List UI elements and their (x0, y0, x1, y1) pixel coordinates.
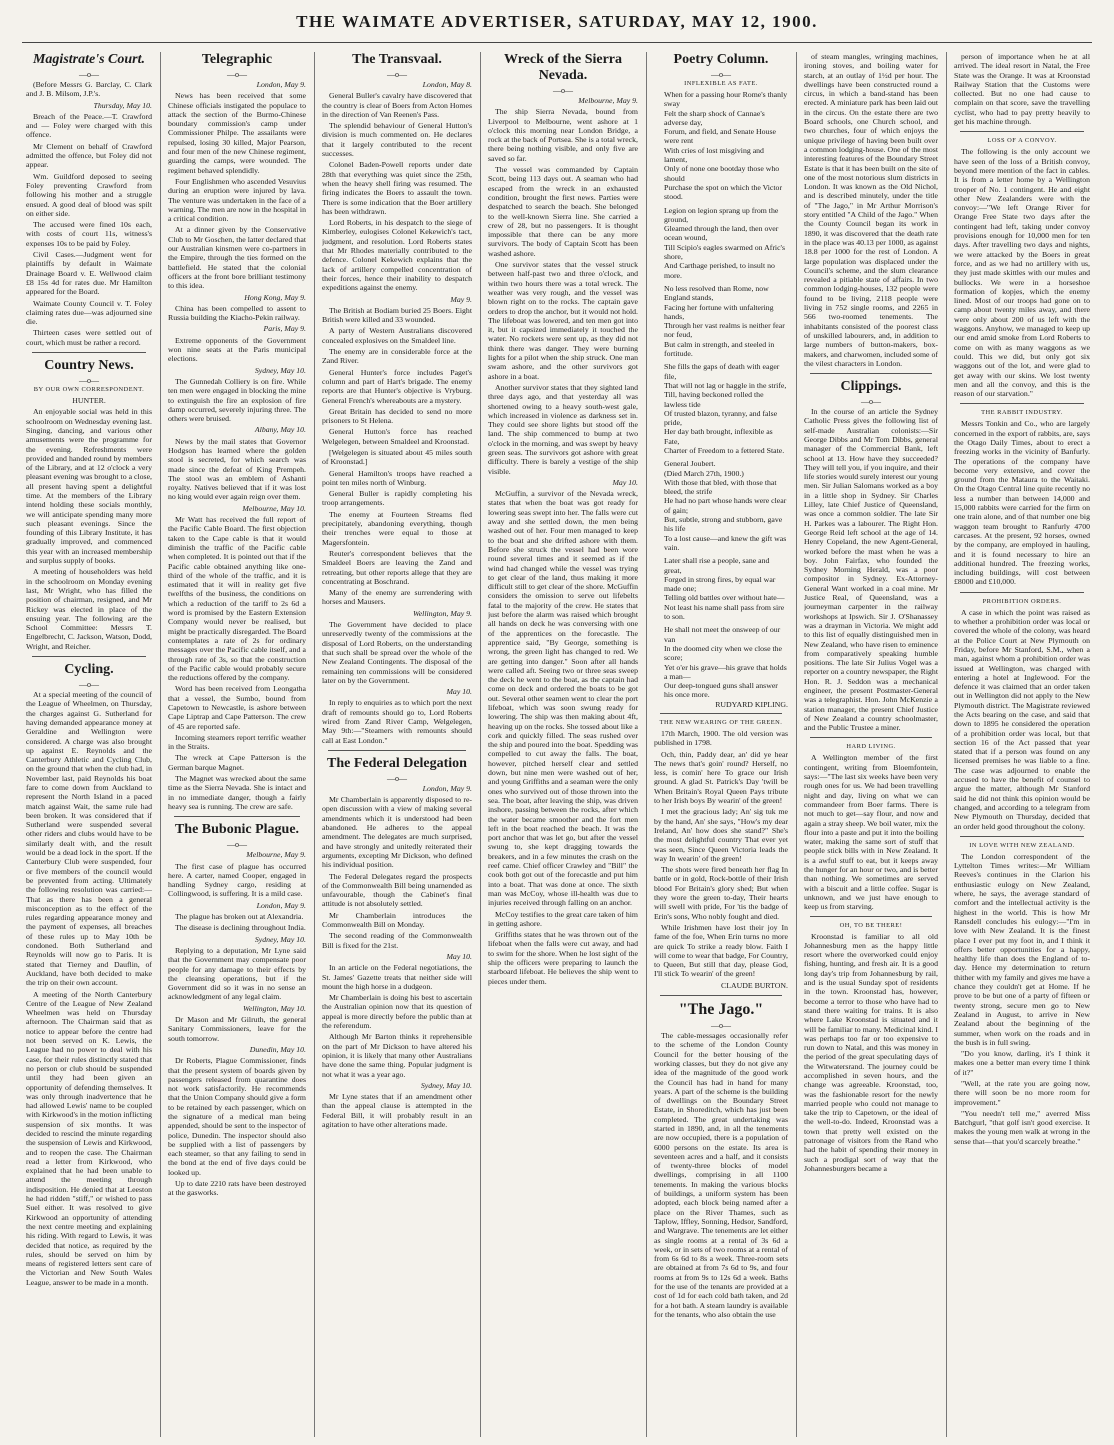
article (954, 409, 1090, 586)
article-paragraph: The first case of plague has occurred here. A carter, named Cooper, engaged in handling Sydney cargo, residing at Collingwood, is suffering. It is a mild case. (168, 861, 306, 899)
article-subheading: LOSS OF A CONVOY. (987, 137, 1057, 145)
article-paragraph: Lord Roberts, in his despatch to the siege of Kimberley, eulogises Colonel Kekewich's tact, judgment, and resolution. Lord Roberts states that Mr Rhodes materially contributed to the defence. Colonel Kekewich explains that the lack of artillery compelled concentration of their forces, hence their inability to despatch expeditions against the enemy. (322, 218, 472, 293)
headline-rule: —o— (711, 1021, 731, 1031)
article-paragraph: Kroonstad is familiar to all old Johannesburg men as the happy little resort where the overworked could enjoy fishing, hunting, and fresh air. It is a good long day's trip from Johannesburg by rail, and is the usual Sunday spot of residents in the town. Kroonstad has, however, become a terror to those who have had to stand there waiting for trains. It is also where Lake Kroonstad is situated and it will be familiar to many. Medicinal kind. I was perhaps too far or too expensive to run down to Natal, and this was money in the period of the great speculating days of the Witwatersrand. The journey could be accomplished in seven hours, and the change was agreeable. Kroonstad, too, was the fashionable resort for the newly married people who could not manage to take the trip to Capetown, or the ideal of the well-to-do. Indeed, Kroonstad was a town that pretty well existed on the patronage of visitors from the Rand who had the habit of spending their money in such a prodigal sort of way that the Johannesburgers became a (804, 931, 938, 1173)
article-paragraph: In the course of an article the Sydney Catholic Press gives the following list of self-made Australian colonists:—Sir George Dibbs and Mr Tom Dibbs, general manager of the Commercial Bank, left school at 13. How have they succeeded? They will tell you, if you inquire, and their life stories would surely interest our young men. Sir Julian Salomans worked as a boy in a little shop in Sydney. Sir Charles Lilley, late Chief Justice of Queensland, was once a common soldier. The late Sir H. Parkes was a labourer. The Right Hon. George Reid left school at the age of 14. Henry Copeland, the new Agent-General, worked before the mast when he was a boy. John Fairfax, who founded the Sydney Morning Herald, was a poor compositor in Sydney. Ex-Attorney-General Want worked in a coal mine. Mr Justice Real, of Queensland, was a journeyman carpenter in the railway workshops at Ipswich. Sir J. O'Shanassey was a drayman in Victoria. We might add to this list of equally distinguished men in New Zealand, who have risen to eminence from comparatively speaking humble positions. The late Sir Julius Vogel was a reporter on a country newspaper, the Right Hon. R. J. Seddon was a mechanical engineer, the present Postmaster-General was a telegraphist. Hon. John McKenzie a station manager, the present Chief Justice of New Zealand a country schoolmaster, and the Public Trustee a miner. (804, 407, 938, 733)
column-6 (804, 52, 938, 1437)
poem-line: With cries of lost misgiving and lament, (664, 145, 764, 165)
article-paragraph: 17th March, 1900. The old version was published in 1798. (654, 729, 788, 748)
section-divider (660, 713, 782, 714)
article-paragraph: The plague has broken out at Alexandria. (175, 912, 304, 922)
article-paragraph: Dr Roberts, Plague Commissioner, finds that the present system of boards given by passengers released from quarantine does not work satisfactorily. He recommends that the Union Company should give a form to be retained by each passenger, which on the signature of a medical man being appended, should be sent to the inspector of police, Dunedin. The inspector should also be supplied with a list of passengers by each steamer, so that any failing to send in the bond at the end of five days could be looked up. (168, 1056, 306, 1177)
article-paragraph: The British at Bodiam buried 25 Boers. Eight British were killed and 33 wounded. (322, 305, 472, 325)
article-paragraph: General Buller's cavalry have discovered that the country is clear of Boers from Acton Homes in the direction of Van Reenen's Pass. (322, 91, 472, 119)
poem-line: Of trusted blazon, tyranny, and false pride, (664, 408, 778, 428)
article-paragraph: "Do you know, darling, it's I think it makes one a better man every time I think of it?" (954, 1049, 1090, 1077)
poem-line: And Carthage perished, to insult no more. (664, 261, 775, 280)
article-paragraph: "You needn't tell me," averred Miss Batchgurl, "that golf isn't good exercise. It makes the young men walk at wrong in the sense that—that you'd scarcely breathe." (954, 1108, 1090, 1146)
article-paragraph: "Well, at the rate you are going now, there will soon be no more room for improvement." (954, 1078, 1090, 1107)
article-paragraph: Och, thin, Paddy dear, an' did ye hear The news that's goin' round? Herself, no less, is comin' here To grace our Irish ground. A glad St. Patrick's Day 'twill be When Britain's Royal Queen Pays tribute to her Irish boys By wearin' of the green! (654, 749, 788, 806)
article-paragraph: Mr Lyne states that if an amendment other than the appeal clause is attempted in the Federal Bill, it will probably result in an agitation to have other alterations made. (322, 1092, 472, 1129)
column-divider (796, 52, 797, 1437)
article-paragraph: Four Englishmen who ascended Vesuvius during an eruption were injured by lava. The venture was undertaken in the face of a warning. The men are now in the hospital in a critical condition. (168, 176, 306, 224)
article-paragraph: Extreme opponents of the Government won nine seats at the Paris municipal elections. (168, 335, 306, 364)
article-paragraph: China has been compelled to assent to Russia building the Kiacho-Pekin railway. (168, 303, 306, 323)
poem-line: When for a passing hour Rome's thanly sway (664, 90, 788, 109)
article-paragraph: McCoy testifies to the great care taken of him in getting ashore. (488, 909, 638, 928)
article-paragraph: Thursday, May 10. (93, 100, 152, 110)
article (654, 1001, 788, 1319)
poem-line: No less resolved than Rome, now England stands, (664, 283, 769, 303)
column-3 (322, 52, 472, 1437)
article-headline: Magistrate's Court. (32, 52, 146, 67)
poem-line: Till, having beckoned rolled the lawless tide (664, 390, 764, 409)
article-paragraph: I met the gracious lady; An' sig tuk me by the hand, An' she says, "How's my dear Ireland, An' how does she stand?" She's the most delightful country That ever yet was seen, Since Queen Victoria leads the way In wearin' of the green! (654, 807, 788, 863)
article-paragraph: General Hamilton's troops have reached a point ten miles north of Winburg. (322, 468, 472, 487)
poem-line: Through her vast realms is neither fear nor feud, (664, 321, 785, 340)
poem-line: Till Scipio's eagles swarmed on Afric's shore, (664, 242, 785, 262)
article-paragraph: Waimate County Council v. T. Foley claiming rates due—was adjourned sine die. (26, 298, 152, 327)
article (26, 52, 152, 347)
poem-line: General Joubert. (664, 459, 716, 469)
article-paragraph: A Wellington member of the first contingent, writing from Bloemfontein, says:—"The last six weeks have been very rough ones for us. We had been travelling night and day, living on what we can commandeer from Boer farms. There is not much to get—say flour, and now and again a stray sheep. We boil water, mix the flour into a paste and put it into the boiling water, making the same sort of stuff that people stick bills with in New Zealand. It is a awful stuff to eat, but it keeps away the hunger for an hour or two, and is better than nothing. We sometimes are served with a biscuit and a little coffee. Sugar is unknown, and we just have enough to keep us from starving. (804, 753, 938, 912)
article-paragraph: Melbourne, May 10. (242, 503, 306, 513)
article-paragraph: General Hunter's force includes Paget's column and part of Hart's brigade. The enemy reports are that Hunter's objective is Vryburg. General French's whereabouts are a mystery. (322, 367, 472, 405)
article-headline: Telegraphic (201, 52, 273, 67)
article-paragraph: [Welgelegen is situated about 45 miles south of Kroonstad.] (322, 447, 472, 467)
article-headline: Cycling. (64, 662, 114, 678)
article-divider (960, 131, 1084, 132)
poem-line: Gleamed through the land, then over ocean wound, (664, 224, 779, 243)
article-paragraph: London, May 8. (422, 80, 472, 89)
article (954, 137, 1090, 398)
article-paragraph: Reuter's correspondent believes that the Smaldeel Boers are leaving the Zand and retreating, but other reports allege that they are concentrating at Boschrand. (322, 548, 472, 586)
column-7 (954, 52, 1090, 1437)
poem-line: Charter of Freedom to a fettered State. (664, 445, 785, 455)
article (654, 52, 788, 990)
article-paragraph: person of importance when he at all arrived. The ideal resort in Natal, the Free State was the Orange. It was at Kroonstad Railway Station that the Customs were collected. But no one had cause to complain on that score, save the travelling cyclist, who had to pay pretty heavily to get his machine through. (954, 52, 1090, 127)
article-paragraph: The second reading of the Commonwealth Bill is fixed for the 21st. (322, 931, 472, 950)
article-paragraph: Wm. Guildford deposed to seeing Foley preventing Crawford from following his mother and a struggle ensued. A good deal of blood was spilt on either side. (26, 171, 152, 218)
poem-line: Telling old battles over without hate— (664, 593, 785, 603)
article-paragraph: May 10. (612, 477, 638, 487)
article-subheading: THE RABBIT INDUSTRY. (981, 409, 1063, 417)
newspaper-masthead-title: THE WAIMATE ADVERTISER, SATURDAY, MAY 12, 1900. (296, 12, 818, 31)
article-paragraph: Hong Kong, May 9. (244, 292, 306, 302)
column-2 (168, 52, 306, 1437)
article-paragraph: of steam mangles, wringing machines, ironing stoves, and boiling water for starch, at an outlay of 1½d per hour. The dwellings have been constructed round a circus, in which a band-stand has been erected. A miniature park has been laid out in the circus. On the estate there are two Board schools, one Church school, and two churches, four of which enjoys the unique privilege of having been built over a common lodging-house. One of the most interesting features of the Boundary Street Estate is that it has been built on the site of one of the most notorious slum districts in London. It was known as the Old Nichol, and is described minutely, under the title of "The Jago," in Mr Arthur Morrison's story entitled "A Child of the Jago." When the County Council began its work in 1890, it was discovered that the death rate in the place was 40.13 per 1000, as against 18.8 per 1000 for the rest of London. A large population was displaced under the Council's scheme, and the slum clearance revealed a pitiable state of affairs. In two common lodging-houses, 132 people were found to be living, 2118 people were living in 752 single rooms, and 2265 in 566 two-roomed tenements. The inhabitants consisted of the poorest class of unskilled labourers, and, in addition to large numbers of button-makers, box-makers, and charwomen, included some of the vilest characters in London. (804, 52, 938, 368)
article-paragraph: The Government have decided to place unreservedly twenty of the commissions at the disposal of Lord Roberts, on the understanding that such shall be spread over the whole of the New Zealand Contingents. The disposal of the remaining ten commissions will be considered later on by the Government. (322, 620, 472, 685)
article-paragraph: The London correspondent of the Lyttelton Times writes:—Mr William Reeves's continues in the Clarion his enthusiastic eulogy on New Zealand, where, he says, the average standard of comfort and the intellectual activity is the highest in the world. This is how Mr Ransdell concludes his eulogy:—"I'm in love with New Zealand. It is the finest place I ever put my foot in, and I think it offers better opportunities for a happy, healthy life than does the England of to-day. Hence my determination to return thither with my family and gives me have a chance they couldn't get at Home. If he prove to be but one of a party of fifteen or twenty strong, secure men go to New Zealand in August, to arrive in New Zealand about the beginning of the summer, when work on the roads and in the bush is in full swing. (954, 851, 1090, 1047)
article-paragraph: (Before Messrs G. Barclay, C. Clark and J. B. Milsom, J.P.'s. (26, 80, 152, 99)
article-paragraph: HUNTER. (72, 396, 106, 406)
article-divider (174, 816, 300, 817)
article-paragraph: Albany, May 10. (254, 425, 306, 435)
article-paragraph: Mr Watt has received the full report of the Pacific Cable Board. The first objection taken to the Cape cable is that it would diminish the traffic of the Pacific cable when completed. It is pointed out that if the Pacific cable obtained anything like one-third of the whole of the traffic, and it is estimated that it will in reality get five twelfths of the business, the conditions on which a reduction of the tariff to 2s 6d a word is promised by the Eastern Extension Company would never be realised, but might be practically disregarded. The Board contemplates a rate of 2s for ordinary messages over the Pacific cable itself, and a through rate of 3s, so that the construction of the Pacific cable would probably secure the reductions offered by the company. (168, 515, 306, 683)
poem-line: (Died March 27th, 1900.) (664, 468, 744, 478)
article-headline: Wreck of the Sierra Nevada. (503, 52, 623, 83)
article-paragraph: General Buller is rapidly completing his troop arrangements. (322, 489, 472, 508)
article (954, 598, 1090, 831)
article-paragraph: The wreck at Cape Patterson is the German barque Magnet. (168, 753, 306, 772)
article-paragraph: The Federal Delegates regard the prospects of the Commonwealth Bill being unamended as unfavourable, though the Cabinet's final attitude is not absolutely settled. (322, 871, 472, 909)
article-paragraph: News has been received that some Chinese officials instigated the populace to attack the section of the Burmo-Chinese boundary commission's camp under Commissioner Philpe. The assailants were repulsed, losing 30 killed, Major Pearson, and four men of the new Chinese regiment, guarding the camps, were wounded. The regiment behaved splendidly. (168, 91, 306, 175)
article-paragraph: Dunedin, May 10. (249, 1044, 306, 1054)
article (168, 822, 306, 1197)
article-paragraph: Mr Clement on behalf of Crawford admitted the offence, but Foley did not appear. (26, 141, 152, 170)
article (954, 842, 1090, 1146)
poem-line: In the doomed city when we close the score; (664, 643, 783, 663)
article-headline: The Federal Delegation (327, 755, 467, 771)
poem-line: Felt the sharp shock of Cannae's adverse day, (664, 108, 765, 127)
article-paragraph: Mr Chamberlain is doing his best to ascertain the Australian opinion now that its question of appeal is more directly before the public than at the referendum. (322, 993, 472, 1031)
article (322, 756, 472, 1129)
article-divider (960, 403, 1084, 404)
headline-rule: —o— (79, 680, 99, 690)
article-paragraph: Thirteen cases were settled out of court, which must be rather a record. (26, 328, 152, 347)
article-divider (328, 750, 466, 751)
article-paragraph: Messrs Tonkin and Co., who are largely concerned in the export of rabbits, are, says the Otago Daily Times, about to erect a freezing works in the vicinity of Banfurly. The operations of the company have become very extensive, and cover the ground from the Mataura to the Waitaki. On the Otago Central line quite recently no less a number than between 14,000 and 15,000 rabbits were carried for the firm on one train alone, and of that number one big waggon team brought to Ranfurly 4700 carcases. At the present, 92 horses, owned by the company, are employed in hauling, and it is found necessary to hire an additional hundred. The freezing works, including buildings, will cost between £8000 and £10,000. (954, 419, 1090, 587)
article-paragraph: Wellington, May 10. (243, 1003, 306, 1013)
article-subheading: INFLEXIBLE AS FATE. (684, 80, 758, 87)
headline-rule: —o— (861, 397, 881, 407)
article-divider (810, 373, 932, 374)
column-divider (946, 52, 947, 1437)
poem-line: Legion on legion sprang up from the ground, (664, 205, 779, 224)
article (26, 358, 152, 651)
article-headline: Clippings. (840, 379, 902, 395)
article-paragraph: Melbourne, May 9. (246, 850, 306, 860)
headline-rule: —o— (79, 70, 99, 79)
article (804, 379, 938, 732)
article-paragraph: Breach of the Peace.—T. Crawford and — Foley were charged with this offence. (26, 111, 152, 140)
article-paragraph: Colonel Baden-Powell reports under date 28th that everything was quiet since the 25th, when the heavy shell firing was resumed. The firing indicates the Boers to assault the town. There is some indication that the Boer artillery has been withdrawn. (322, 160, 472, 216)
poem-line: Not least his name shall pass from sire to son. (664, 602, 785, 622)
article-paragraph: Up to date 2210 rats have been destroyed at the gasworks. (168, 1179, 306, 1198)
poem-line: She fills the gaps of death with eager file, (664, 362, 780, 381)
article-paragraph: Melbourne, May 9. (578, 96, 638, 105)
poem-line: Yet o'er his grave—his grave that holds a man— (664, 662, 787, 681)
article-paragraph: At a dinner given by the Conservative Club to Mr Goschen, the latter declared that our Australian kinsmen were co-partners in the Empire, through the ties formed on the battlefield. He stated that the colonial officers at the front bore brilliant testimony to this idea. (168, 225, 306, 291)
article-subheading: OH, TO BE THERE! (839, 921, 903, 929)
article-subheading: IN LOVE WITH NEW ZEALAND. (969, 841, 1075, 849)
article-paragraph: An enjoyable social was held in this schoolroom on Wednesday evening last. Singing, dancing, and various other amusements were the programme for the evening. Refreshments were provided and handed round by members of the Library, and at 12 o'clock a very pleasant evening was brought to a close, all present having spent a delightful time. At the members of the Library intend holding these socials monthly, we will anticipate spending many more such pleasant evenings. Since the founding of this Library Institute, it has gradually improved, and commenced this year with an increased membership and surplus supply of books. (26, 407, 152, 566)
poem-line: Forum, and field, and Senate House were rent (664, 127, 776, 146)
article-paragraph: The cable-messages occasionally refer to the scheme of the London County Council for the better housing of the working classes, but they do not give any idea of the magnitude of the good work the Council has had in hand for many years. A part of the scheme is the building of dwellings on the Boundary Street Estate, in Shoreditch, which has just been completed. The great undertaking was started in 1890, and, in all the tenements are now occupied, there is a population of 6000 persons on the estate. Its area is seventeen acres and a half, and it consists of twenty-three blocks of model dwellings, comprising in all 1100 tenements. In making the various blocks of buildings, a uniform system has been adopted, each block being named after a place on the River Thames, such as Taplow, Iffley, Sonning, Hedsor, Sandford, and Wargrave. The tenements are let either as single rooms at a rental of 3s 6d a week, or in sets of two rooms at a rental of from 6s 6d to 8s a week. Three-room sets are obtained at from 7s 6d to 9s, and four rooms at from 9s to 12s 6d a week. Baths for the use of the tenants are provided at a cost of 1d for each cold bath taken, and 2d for a hot bath. A steam laundry is available for the tenants, who also obtain the use (654, 1031, 788, 1319)
article-paragraph: Civil Cases.—Judgment went for plaintiffs by default in Waimate Drainage Board v. E. Wellwood claim £8 15s 4d for rates due. Mr Hamilton appeared for the Board. (26, 250, 152, 297)
article-divider (32, 656, 146, 657)
article-paragraph: The shots were fired beneath her flag In battle or in gold, Rock-bottle of their Irish blood For Britain's glory shed; But when they wore the green to-day, Their hearts will swell with pride, For 'tis the badge of Erin's sons, Who nobly fought and died. (654, 865, 788, 921)
poem-line: But, subtle, strong and stubborn, gave his life (664, 515, 783, 534)
article-paragraph: General Hutton's force has reached Welgelegen, between Smaldeel and Kroonstad. (322, 427, 472, 446)
column-5 (654, 52, 788, 1437)
article-paragraph: McGuffin, a survivor of the Nevada wreck, states that when the boat was got ready for lowering seas swept into her. The falls were cut away and she settled down, the men being washed out of her. Four men managed to keep to the boat and she drifted ashore with them. Before she struck the vessel had been wore round several times and it seemed as if the wind had changed while the vessel was trying to get clear of the land, thus making it more difficult still to get clear of the shore. McGuffin considers the omission to serve out lifebelts fatal to the majority of the crew. He states that just before the alarm was raised which brought all hands on deck he was conversing with one of the apprentices on the forecastle. The apprentice said, "By George, something is wrong, the green light has changed to red. We are getting into danger." Soon after all hands were called aft. Seeing two or three seas sweep the deck he went to the boat, as the captain had come on deck and ordered the boats to be got out. Several other seamen went to clear the port lifeboat, which was soon swung ready for lowering. The ship was then making about 4ft, heaving up on the rocks. She tossed about like a cork and quickly filled. The seas rushed over the ship and poured into the boat. Spedding was compelled to cut away the falls. The boat, however, pitched herself clear and settled down, but nine men were washed out of her, and young Griffiths and a seaman were the only ones who survived out of those thrown into the sea. The boat, after leaving the ship, was driven inshore, passing between the rocks, after which the water became smoother and the fort men left in the boat reached the beach. It was the port anchor that was let go, but after the vessel swung to, she kept dragging towards the breakers, and in a few minutes the crash on the reef came. Chief officer Crawley and "Bill" the cook both got out of the forecastle and put him into a boat. That was done at once. The sixth man was McCoy, whose ill-health was due to injuries received through falling on an anchor. (488, 489, 638, 908)
article-paragraph: Mr Chamberlain introduces the Commonwealth Bill on Monday. (322, 910, 472, 930)
article-headline: The Bubonic Plague. (174, 822, 300, 838)
article-divider (960, 836, 1084, 837)
article (26, 662, 152, 1287)
article-headline: Poetry Column. (673, 52, 769, 67)
poem-line: Later shall rise a people, sane and great, (664, 556, 770, 575)
article-paragraph: A party of Western Australians discovered concealed explosives on the Smaldeel line. (322, 326, 472, 345)
article-paragraph: The Magnet was wrecked about the same time as the Sierra Nevada. She is intact and in no immediate danger, though a fairly heavy sea is running. The crew are safe. (168, 774, 306, 811)
poem-line: He shall not meet the onsweep of our van (664, 625, 781, 644)
article-paragraph: A case in which the point was raised as to whether a prohibition order was local or covered the whole of the colony, was heard at the Police Court at New Plymouth on Friday, before Mr Stanford, S.M., when a man, against whom a prohibition order was issued at Wellington, was charged with entering a hotel at Inglewood. For the defence it was claimed that an order taken out in Wellington did not apply to the New Plymouth district. The Magistrate reviewed the Acts bearing on the case, and said that down to 1895 he considered the operation of a prohibition order was local, but that section 16 of the Act passed that year stated that if a person was found on any licensed premises he was liable to a fine. The case was adjourned to enable the accused to have the benefit of counsel to argue the matter, although Mr Stanford said he did not think this opinion would be changed, and according to a telegram from New Plymouth on Thursday, decided that an order held good throughout the colony. (954, 607, 1090, 831)
article-paragraph: Incoming steamers report terrific weather in the Straits. (168, 732, 306, 752)
article-headline: Country News. (44, 358, 134, 374)
article-paragraph: Sydney, May 10. (254, 365, 306, 375)
article (804, 743, 938, 1173)
article-paragraph: News by the mail states that Governor Hodgson has learned where the golden stool is secreted, for which search was made since the defeat of King Prempeh. The stool was an emblem of Ashanti royalty. Natives believed that if it was lost no king would ever again reign over them. (168, 436, 306, 502)
article (488, 52, 638, 986)
article-paragraph: The ship Sierra Nevada, bound from Liverpool to Melbourne, went ashore at 1 o'clock this morning near London Bridge, a rock at the back of Portsea. She is a total wreck, there being nothing visible, and only five are saved so far. (488, 107, 638, 163)
article-paragraph: The enemy at Fourteen Streams fled precipitately, abandoning everything, though their trenches were equal to those at Magersfontein. (322, 509, 472, 547)
column-1 (26, 52, 152, 1437)
column-4 (488, 52, 638, 1437)
article-subheading: PROHIBITION ORDERS. (982, 597, 1062, 605)
article-paragraph: At a special meeting of the council of the League of Wheelmen, on Thursday, the charges against G. Sutherland for having demanded appearance money at Geraldine and Wellington were considered. A charge was also brought up against E. Reynolds and the Canterbury Athletic and Cycling Club, on the ground that when the club had, in November last, paid Reynolds his boat fare to come down from Auckland to represent the North Island in a paced match against Wait, the same rule had been broken. It was considered that if Sutherland were suspended several other riders and clubs would have to be similarly dealt with, and the result would be a dead lock in the sport. If the Canterbury Club were suspended, four or five members of the council would be prevented from acting. Ultimately the following resolution was carried:— That as there has been a general misconception as to the effect of the rules regarding appearance money and the payment of expenses, all breaches of these rules up to May 10th be condoned. Both Sutherland and Reynolds will now go to Paris. It is stated that Tierney and Dauflin, of Auckland, have both decided to make the trip on their own account. (26, 690, 152, 988)
headline-rule: —o— (387, 70, 407, 79)
article-paragraph: The splendid behaviour of General Hutton's division is much commented on. He declares that it largely contributed to the recent successes. (322, 121, 472, 159)
column-divider (646, 52, 647, 1437)
article-subheading: BY OUR OWN CORRESPONDENT. (33, 386, 145, 394)
article-paragraph: CLAUDE BURTON. (721, 980, 788, 990)
headline-rule: —o— (227, 840, 247, 850)
article-paragraph: One survivor states that the vessel struck between half-past two and three o'clock, and within two hours there was a total wreck. The weather was very rough, and the vessel was blown right on to the rocks. The captain gave orders to drop the anchor, but it would not hold. The lifeboat was lowered, and ten men got into it, but it capsized immediately it touched the water. No rockets were sent up, as they did not think there was danger. They were burning lights for a pilot when the ship struck. One man swam ashore, and the other survivors got ashore in a boat. (488, 260, 638, 381)
poem-line: Only of none one bootday those who should (664, 164, 780, 183)
headline-rule: —o— (79, 376, 99, 386)
article (322, 52, 472, 745)
article-paragraph: Sydney, May 10. (420, 1080, 472, 1090)
headline-rule: —o— (227, 70, 247, 79)
poem-line: Her day bath brought, inflexible as Fate, (664, 427, 773, 446)
article-paragraph: Replying to a deputation, Mr Lyne said that the Government may compensate poor people for any damage to their effects by the cleansing operations, but if the Government did so it was in no sense an acknowledgment of any legal claim. (168, 945, 306, 1002)
article-paragraph: The accused were fined 10s each, with costs of court 11s, witness's expenses 10s to be paid by Foley. (26, 220, 152, 248)
headline-rule: —o— (711, 70, 731, 79)
article-paragraph: The vessel was commanded by Captain Scott, being 113 days out. A seaman who had escaped from the wreck in an exhausted condition, brought the first news. Parties were despatched to search the beach. She belonged to the well-known Sierra line. She carried a crew of 28, but no passengers. It is thought impossible that there can be any more survivors. The body of Captain Scott has been washed ashore. (488, 165, 638, 258)
poem-line: Purchase the spot on which the Victor stood. (664, 182, 783, 202)
article-paragraph: Wellington, May 9. (412, 608, 472, 618)
headline-rule: —o— (553, 86, 573, 95)
article-headline: The Transvaal. (352, 52, 442, 67)
article (168, 52, 306, 811)
article-paragraph: Mr Chamberlain is apparently disposed to re-open discussion with a view of making several amendments which it is understood had been abandoned. He adheres to the appeal amendment. The delegates are much surprised, and have strongly and unitedly reiterated their arguments, excepting Mr Dickson, who defined his individual position. (322, 795, 472, 870)
column-divider (160, 52, 161, 1437)
article-paragraph: Griffiths states that he was thrown out of the lifeboat when the falls were cut away, and had to swim for the shore. When he lost sight of the ship the officers were preparing to launch the starboard lifeboat. He believes the ship went to pieces under them. (488, 930, 638, 986)
article-paragraph: Word has been received from Leongatha that a vessel, the Sumbo, bound from Capetown to Newcastle, is ashore between Cape Liptrap and Cape Patterson. The crew of 45 are reported safe. (168, 684, 306, 731)
article-divider (960, 592, 1084, 593)
article-headline: "The Jago." (678, 1001, 764, 1019)
article-paragraph: A meeting of householders was held in the schoolroom on Monday evening last, Mr Wright, who has filled the position of chairman, resigned, and Mr Rickey was elected in place of the ensuing year. The following are the School Committee: Messrs T. Engelbrecht, C. Jackson, Watson, Dodd, Wright, and Reicher. (26, 567, 152, 651)
headline-rule: —o— (387, 773, 407, 783)
article-paragraph: London, May 9. (422, 783, 472, 793)
article-paragraph: Dr Mason and Mr Gilruth, the general Sanitary Commissioners, leave for the south tomorrow. (168, 1015, 306, 1043)
article-paragraph: May 9. (450, 294, 472, 304)
poem-line: Our deep-tongued guns shall answer his once more. (664, 681, 778, 700)
article-paragraph: Sydney, May 10. (254, 934, 306, 944)
article-paragraph: Another survivor states that they sighted land three days ago, and that yesterday all was shortened owing to a heavy south-west gale, which increased in violence as darkness set in. They could see shore lights but stood off the land. The ship commenced to bump at two o'clock in the morning, and was swept by heavy green seas. The survivors got ashore with great difficulty. There is barely a vestige of the ship visible. (488, 382, 638, 476)
article-paragraph: The disease is declining throughout India. (175, 923, 306, 933)
article-paragraph: Although Mr Barton thinks it reprehensible on the part of Mr Dickson to have altered his opinion, it is likely that many other Australians have done the same thing. Popular judgment is not what it was a year ago. (322, 1032, 472, 1079)
masthead-rule (22, 42, 1092, 43)
article-divider (660, 995, 782, 996)
article-subheading: HARD LIVING. (846, 743, 896, 751)
article-paragraph: While Irishmen have lost their joy In fame of the foe, When Erin turns no more are quick To strike a ready blow. Faith I will come to wear that badge, For Country, to Queen, But still that day, please God, I'll stick To wearin' of the green! (654, 922, 788, 979)
article-paragraph: In an article on the Federal negotiations, the St. James' Gazette treats that neither side will mount the high horse in a dudgeon. (322, 963, 472, 991)
masthead (0, 0, 1114, 44)
article-divider (810, 737, 932, 738)
poem-line: To a lost cause—and knew the gift was vain. (664, 533, 787, 552)
poem-line: He had no part whose hands were clear of gain; (664, 496, 787, 515)
article-divider (32, 352, 146, 353)
article-paragraph: May 10. (446, 951, 472, 961)
article-paragraph: In reply to enquiries as to which port the next draft of remounts should go to, Lord Roberts wired from Zand River Camp, Welgelegen, May 9th:—"Steamers with remounts should call at East London." (322, 698, 472, 745)
article-paragraph: Paris, May 9. (263, 324, 306, 334)
poem-line: That will not lag or haggle in the strife, (664, 380, 787, 390)
article-paragraph: The Gunnedah Colliery is on fire. While ten men were engaged in blocking the mine to extinguish the fire an explosion of fire damp occurred, severely injuring three. The others were bruised. (168, 376, 306, 424)
article (804, 52, 938, 368)
poem-line: Forged in strong fires, by equal war made one; (664, 574, 776, 594)
section-divider (810, 916, 932, 917)
poem-line: With those that bled, with those that bleed, the strife (664, 477, 777, 497)
article-paragraph: Great Britain has decided to send no more prisoners to St Helena. (322, 406, 472, 426)
column-divider (480, 52, 481, 1437)
poem-line: RUDYARD KIPLING. (715, 699, 788, 709)
article-paragraph: Many of the enemy are surrendering with horses and Mausers. (322, 588, 472, 607)
article-subheading: THE NEW WEARING OF THE GREEN. (659, 719, 783, 726)
article-paragraph: The enemy are in considerable force at the Zand River. (322, 347, 472, 366)
article (954, 52, 1090, 126)
article-paragraph: May 10. (446, 687, 472, 697)
article-paragraph: A meeting of the North Canterbury Centre of the League of New Zealand Wheelmen was held on Thursday afternoon. The Chairman said that as notice to appear before the centre had not been served on K. Lewis, the League had no power to deal with his case, for their rules distinctly stated that no person or club should be suspended until they had been given an opportunity of defending themselves. It was only through inadvertence that he had allowed Lewis' name to be coupled with Kirkwood's in the motion inflicting suspension of six months. It was decided to rescind the minute regarding the suspension of Lewis and Kirkwood, and to reopen the case. The Chairman read a letter from Kirkwood, who explained that he had been unable to attend the meeting through indisposition. He denied that at Leeston he had ridden "stiff," or wished to pass Suel either. It was resolved to give Kirkwood an opportunity of attending the next centre meeting and explaining his riding. With regard to Lewis, it was decided that notice, as required by the rules, should be served on him by means of registered letters sent care of the Victorian and New South Wales League, answer to be made in a month. (26, 989, 152, 1287)
poem-line: Facing her fortune with unfaltering hands, (664, 302, 774, 321)
poem-line: But calm in strength, and steeled in fortitude. (664, 339, 775, 359)
article-paragraph: London, May 9. (256, 80, 306, 89)
column-divider (314, 52, 315, 1437)
article-paragraph: The following is the only account we have seen of the loss of a British convoy, beyond mere mention of the fact in cables. It is from a letter home by a Wellington trooper of No. 1 contingent. He and eight other New Zealanders were with the convoy:—"We left Orange River for Orange Free State two days after the contingent had left, taking under convoy provisions enough for 10,000 men for ten days. After travelling two days and nights, we were attacked by the Boers in great force, and as we had no artillery with us, they just made skittles with our mules and bullocks. We were in a horseshoe formation of kopjes, which the enemy lined. Most of our troops had gone on to camp about twenty miles away, and there were only about 200 of us left with the waggons. Anyhow, we managed to keep up our end amid smoke from Lord Roberts to come on with as many waggons as we could. This we did, but only got six waggons out of the lot, and were glad to get away with our skins. We lost twenty men and all the convoy, and this is the reason of our starvation." (954, 147, 1090, 399)
article-paragraph: London, May 9. (256, 900, 306, 910)
